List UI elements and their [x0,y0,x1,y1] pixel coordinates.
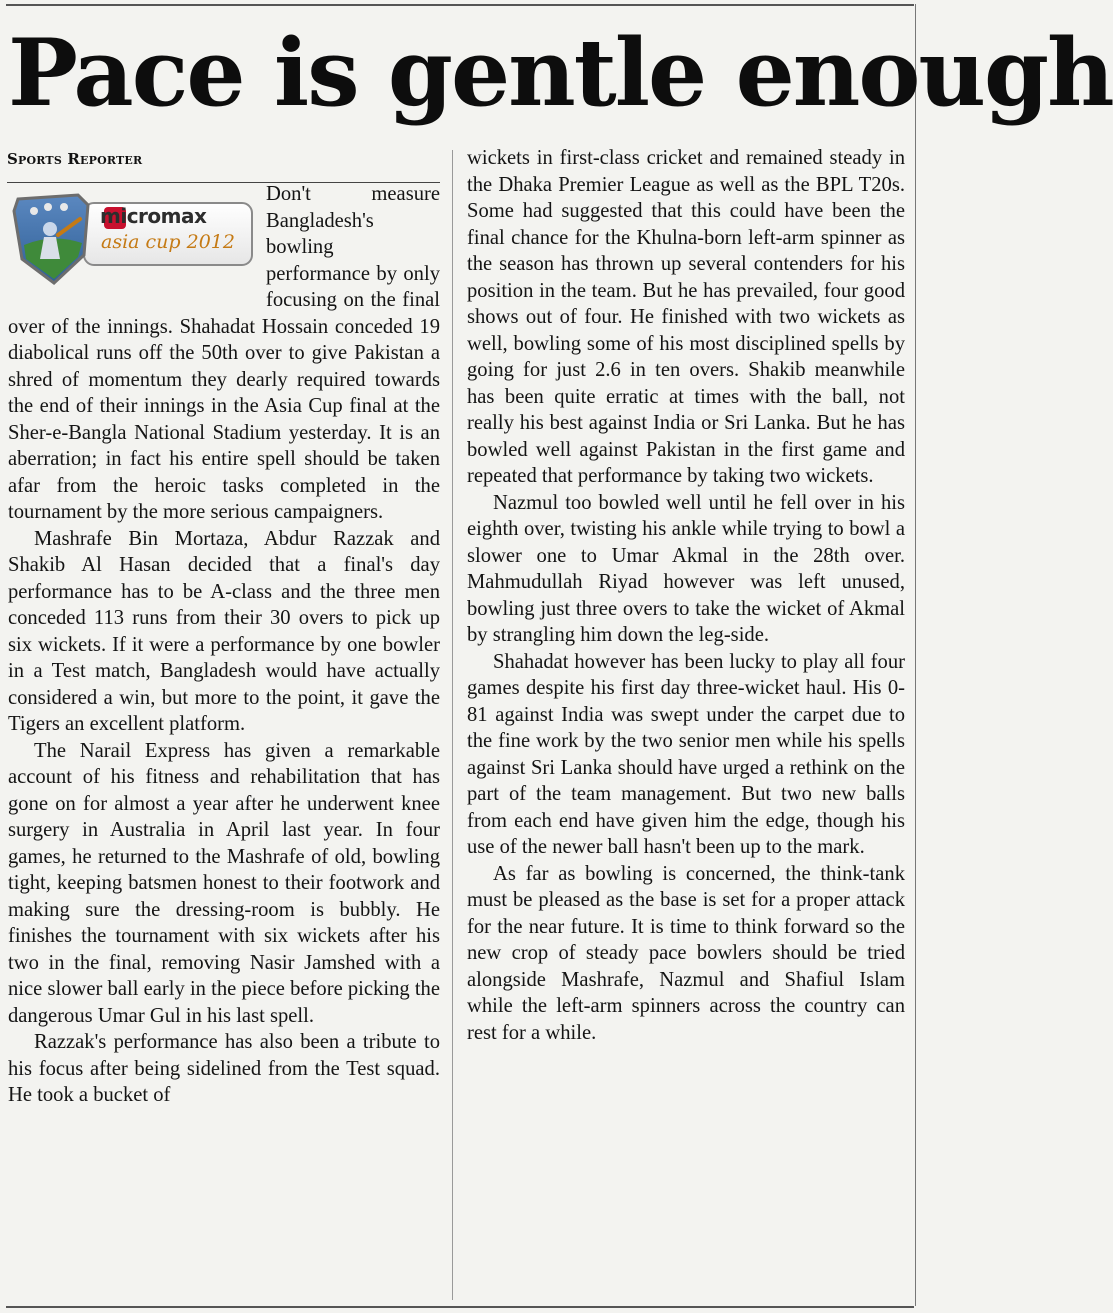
logo-event-text: asia cup 2012 [101,231,235,253]
bottom-rule [6,1306,914,1308]
headline: Pace is gentle enough [8,18,1113,127]
asia-cup-logo [8,185,256,287]
article-column-left [8,181,440,1109]
paragraph-1: Don't measure Bangladesh's bowling performance by only focusing on the final over of the innings. Shahadat Hossain conceded 19 diabolical runs off the 50th over to give Pakistan a shred of momentum they dearly required towards the end of their innings in the Asia Cup final at the Sher-e-Bangla National Stadium yesterday. It is an aberration; in fact his entire spell should be taken afar from the heroic tasks completed in the tournament by the more serious campaigners. [8,183,440,523]
paragraph-6: Nazmul too bowled well until he fell over in his eighth over, twisting his ankle while trying to bowl a slower one to Umar Akmal in the 28th over. Mahmudullah Riyad however was left unused, bowling just three overs to take the wicket of Akmal by strangling him down the leg-side. [467,491,905,646]
paragraph-7: Shahadat however has been lucky to play all four games despite his first day three-wicket haul. His 0-81 against India was swept under the carpet due to the fine work by the two senior men while his spells against Sri Lanka should have urged a rethink on the part of the team management. But two new balls from each end have given him the edge, though his use of the newer ball hasn't been up to the mark. [467,650,905,858]
paragraph-8: As far as bowling is concerned, the think-tank must be pleased as the base is set for a proper attack for the near future. It is time to think forward so the new crop of steady pace bowlers should be tried alongside Mashrafe, Nazmul and Shafiul Islam while the left-arm spinners across the country can rest for a while. [467,862,905,1044]
paragraph-2: Mashrafe Bin Mortaza, Abdur Razzak and Shakib Al Hasan decided that a final's day performance has to be A-class and the three men conceded 113 runs from their 30 overs to pick up six wickets. If it were a performance by one bowler in a Test match, Bangladesh would have actually considered a win, but more to the point, it gave the Tigers an excellent platform. [8,527,440,735]
paragraph-5: wickets in first-class cricket and remained steady in the Dhaka Premier League as well as the BPL T20s. Some had suggested that this could have been the final chance for the Khulna-born left-arm spinner as the season has thrown up several contenders for his position in the team. But he has prevailed, four good shows out of four. He finished with two wickets as well, bowling some of his most disciplined spells by going for just 2.6 in ten overs. Shakib meanwhile has been quite erratic at times with the ball, not really his best against India or Sri Lanka. But he has bowled well against Pakistan in the first game and repeated that performance by taking two wickets. [467,147,905,487]
logo-brand-text: micromax [100,204,207,228]
right-rule [915,4,916,1306]
column-divider [452,150,453,1300]
paragraph-4: Razzak's performance has also been a tribute to his focus after being sidelined from the Test squad. He took a bucket of [8,1031,440,1106]
byline: Sports Reporter [7,150,143,168]
top-rule [6,4,914,6]
article-column-right [467,145,905,1046]
paragraph-3: The Narail Express has given a remarkable account of his fitness and rehabilitation that has gone on for almost a year after he underwent knee surgery in Australia in April last year. In four games, he returned to the Mashrafe of old, bowling tight, keeping batsmen honest to their footwork and making sure the dressing-room is bubbly. He finishes the tournament with six wickets after his two in the final, removing Nasir Jamshed with a nice slower ball early in the piece before picking the dangerous Umar Gul in his last spell. [8,739,440,1027]
